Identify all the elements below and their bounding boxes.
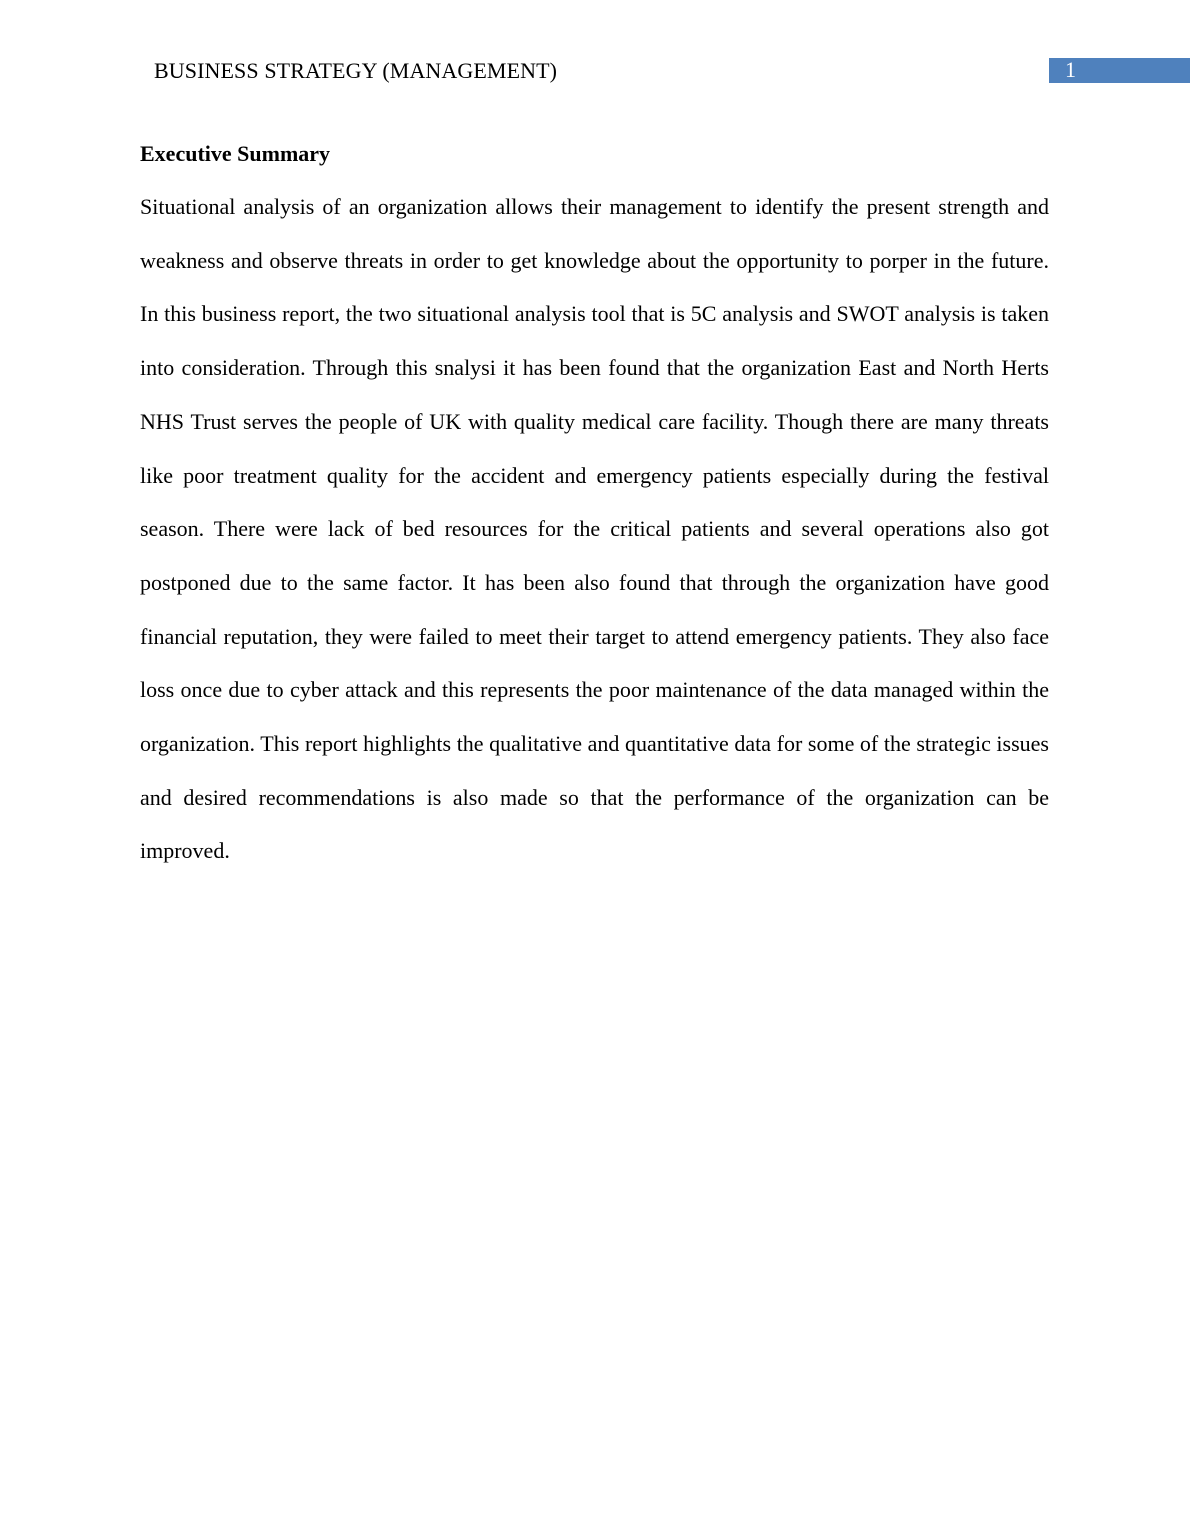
body-paragraph: Situational analysis of an organization allows their management to identify the present strength and weakness and observe threats in order to get knowledge about the opportunity to porper in the future. In this business report, the two situational analysis tool that is 5C analysis and SWOT analysis is taken into consideration. Through this snalysi it has been found that the organization East and North Herts NHS Trust serves the people of UK with quality medical care facility. Though there are many threats like poor treatment quality for the accident and emergency patients especially during the festival season. There were lack of bed resources for the critical patients and several operations also got postponed due to the same factor. It has been also found that through the organization have good financial reputation, they were failed to meet their target to attend emergency patients. They also face loss once due to cyber attack and this represents the poor maintenance of the data managed within the organization. This report highlights the qualitative and quantitative data for some of the strategic issues and desired recommendations is also made so that the performance of the organization can be improved. xyxy=(140,194,1049,864)
running-header-title: BUSINESS STRATEGY (MANAGEMENT) xyxy=(154,58,558,83)
page-number: 1 xyxy=(1065,57,1076,82)
section-heading: Executive Summary xyxy=(140,141,331,166)
page-number-badge xyxy=(1049,58,1190,83)
